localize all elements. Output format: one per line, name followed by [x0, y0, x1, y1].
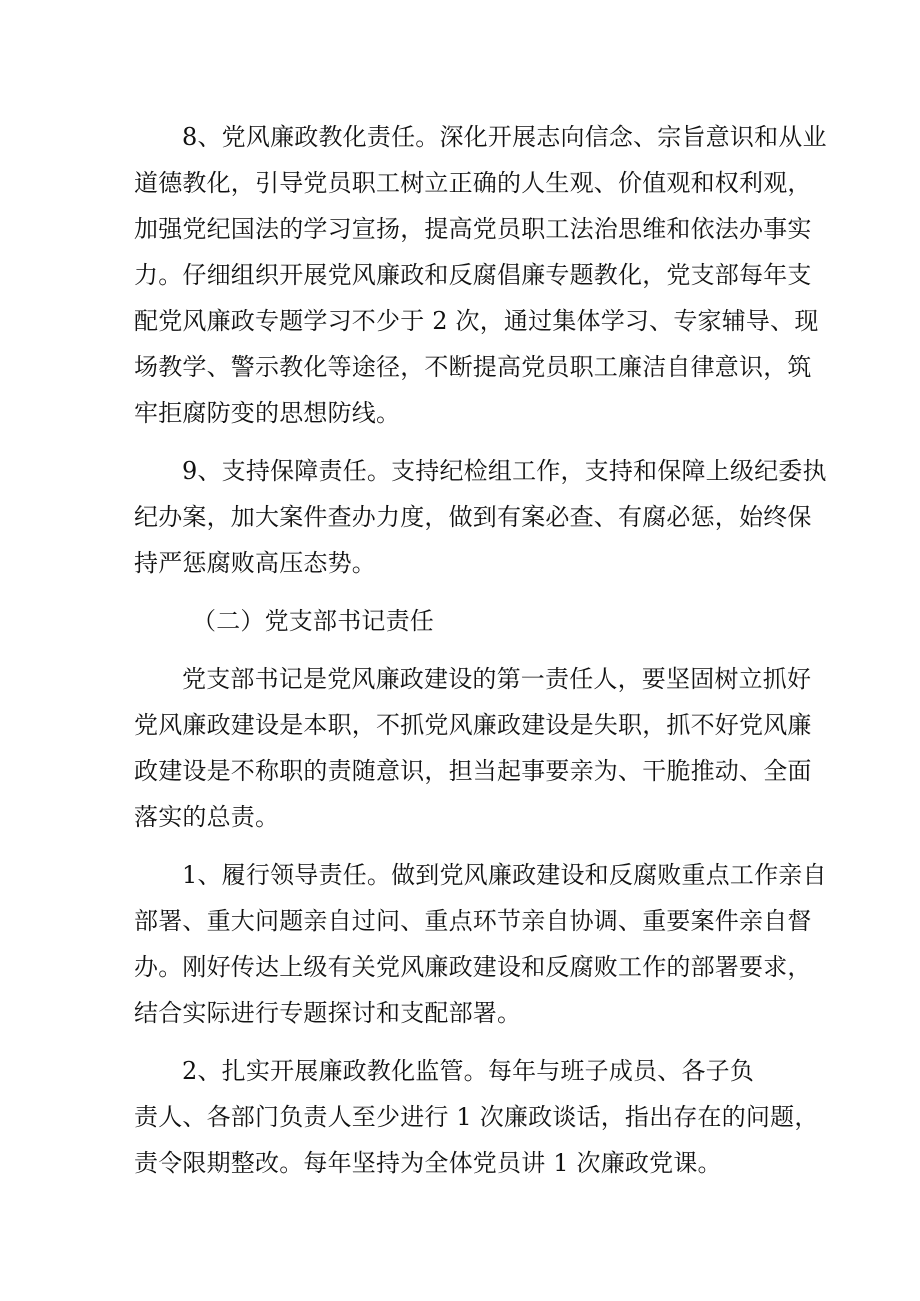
paragraph-2	[134, 1048, 819, 1186]
paragraph-line: 部署、重大问题亲自过问、重点环节亲自协调、重要案件亲自督	[134, 907, 812, 935]
paragraph-line: 配党风廉政专题学习不少于 2 次，通过集体学习、专家辅导、现	[134, 307, 819, 335]
paragraph-line: 加强党纪国法的学习宣扬，提高党员职工法治思维和依法办事实	[134, 215, 812, 243]
paragraph-line: 党风廉政建设是本职，不抓党风廉政建设是失职，抓不好党风廉	[134, 711, 812, 739]
document-body	[134, 114, 827, 1198]
paragraph-line: 党支部书记是党风廉政建设的第一责任人，要坚固树立抓好	[182, 665, 812, 693]
paragraph-line: 结合实际进行专题探讨和支配部署。	[134, 999, 522, 1027]
section-subheading: （二）党支部书记责任	[192, 607, 434, 635]
paragraph-8	[134, 114, 827, 436]
paragraph-line: 牢拒腐防变的思想防线。	[134, 399, 401, 427]
paragraph-line: 责人、各部门负责人至少进行 1 次廉政谈话，指出存在的问题，	[134, 1103, 819, 1131]
paragraph-line: 落实的总责。	[134, 803, 280, 831]
paragraph-line: 道德教化，引导党员职工树立正确的人生观、价值观和权利观，	[134, 169, 812, 197]
paragraph-line: 持严惩腐败高压态势。	[134, 549, 376, 577]
paragraph-intro	[134, 656, 812, 840]
paragraph-9	[134, 448, 827, 586]
paragraph-1	[134, 852, 827, 1036]
paragraph-line: 场教学、警示教化等途径，不断提高党员职工廉洁自律意识，筑	[134, 353, 812, 381]
paragraph-line: 1、履行领导责任。做到党风廉政建设和反腐败重点工作亲自	[182, 861, 827, 889]
paragraph-line: 办。刚好传达上级有关党风廉政建设和反腐败工作的部署要求，	[134, 953, 812, 981]
paragraph-line: 纪办案，加大案件查办力度，做到有案必查、有腐必惩，始终保	[134, 503, 812, 531]
paragraph-line: 2、扎实开展廉政教化监管。每年与班子成员、各子负	[182, 1057, 755, 1085]
paragraph-line: 8、党风廉政教化责任。深化开展志向信念、宗旨意识和从业	[182, 123, 827, 151]
paragraph-line: 政建设是不称职的责随意识，担当起事要亲为、干脆推动、全面	[134, 757, 812, 785]
paragraph-line: 9、支持保障责任。支持纪检组工作，支持和保障上级纪委执	[182, 457, 827, 485]
paragraph-line: 力。仔细组织开展党风廉政和反腐倡廉专题教化，党支部每年支	[134, 261, 812, 289]
paragraph-line: 责令限期整改。每年坚持为全体党员讲 1 次廉政党课。	[134, 1149, 722, 1177]
